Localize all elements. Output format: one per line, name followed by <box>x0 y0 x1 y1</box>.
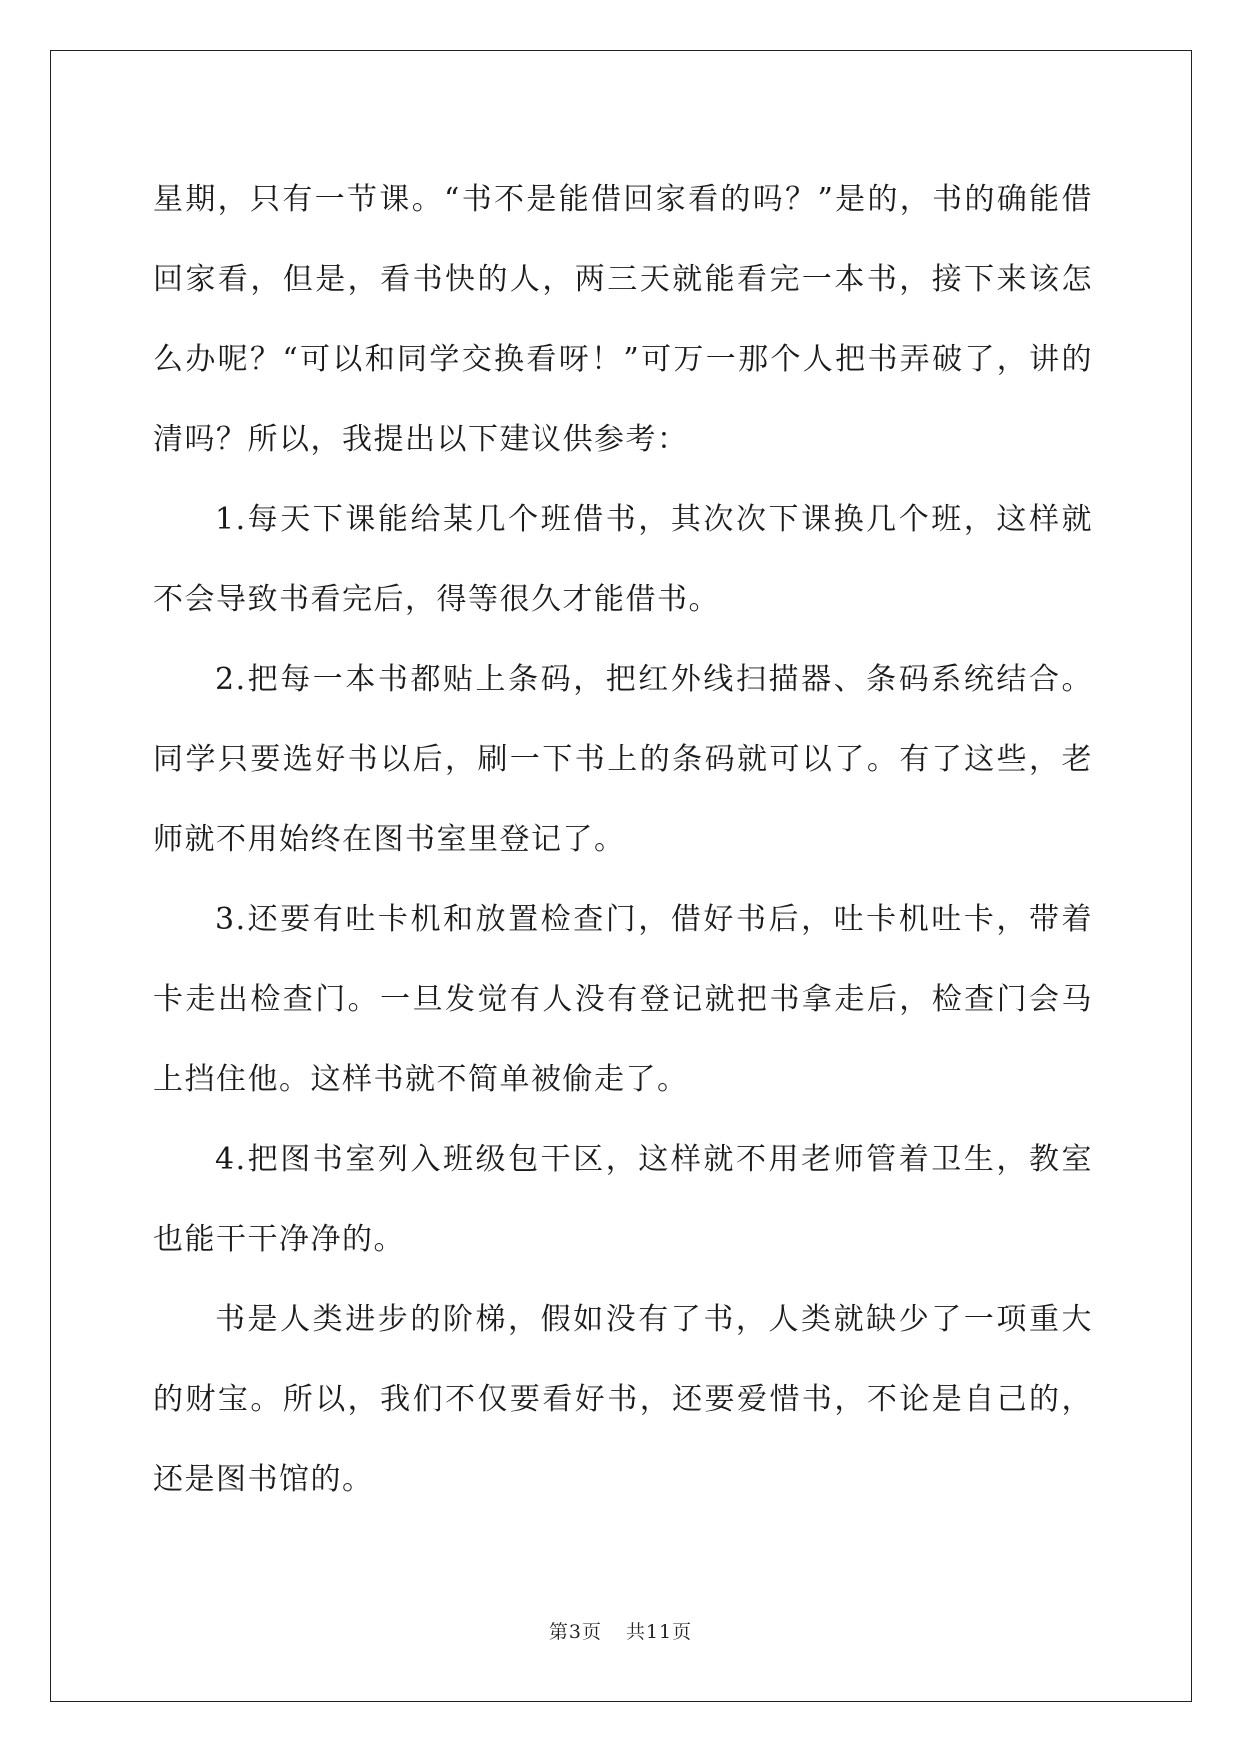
paragraph-suggestion-3: 3.还要有吐卡机和放置检查门，借好书后，吐卡机吐卡，带着卡走出检查门。一旦发觉有人没有登记就把书拿走后，检查门会马上挡住他。这样书就不简单被偷走了。 <box>153 902 1093 1097</box>
paragraph-suggestion-2: 2.把每一本书都贴上条码，把红外线扫描器、条码系统结合。同学只要选好书以后，刷一下书上的条码就可以了。有了这些，老师就不用始终在图书室里登记了。 <box>153 662 1093 857</box>
paragraph-suggestion-4: 4.把图书室列入班级包干区，这样就不用老师管着卫生，教室也能干干净净的。 <box>153 1142 1093 1257</box>
document-body <box>153 160 1093 1520</box>
paragraph-suggestion-1: 1.每天下课能给某几个班借书，其次次下课换几个班，这样就不会导致书看完后，得等很久才能借书。 <box>153 502 1093 617</box>
page-number: 第3页 <box>548 1621 602 1643</box>
paragraph-conclusion: 书是人类进步的阶梯，假如没有了书，人类就缺少了一项重大的财宝。所以，我们不仅要看好书，还要爱惜书，不论是自己的，还是图书馆的。 <box>153 1302 1093 1497</box>
paragraph-intro: 星期，只有一节课。“书不是能借回家看的吗？”是的，书的确能借回家看，但是，看书快的人，两三天就能看完一本书，接下来该怎么办呢？“可以和同学交换看呀！”可万一那个人把书弄破了，讲的清吗？所以，我提出以下建议供参考： <box>153 182 1093 457</box>
page-total: 共11页 <box>625 1621 693 1643</box>
page-footer <box>0 1617 1241 1644</box>
